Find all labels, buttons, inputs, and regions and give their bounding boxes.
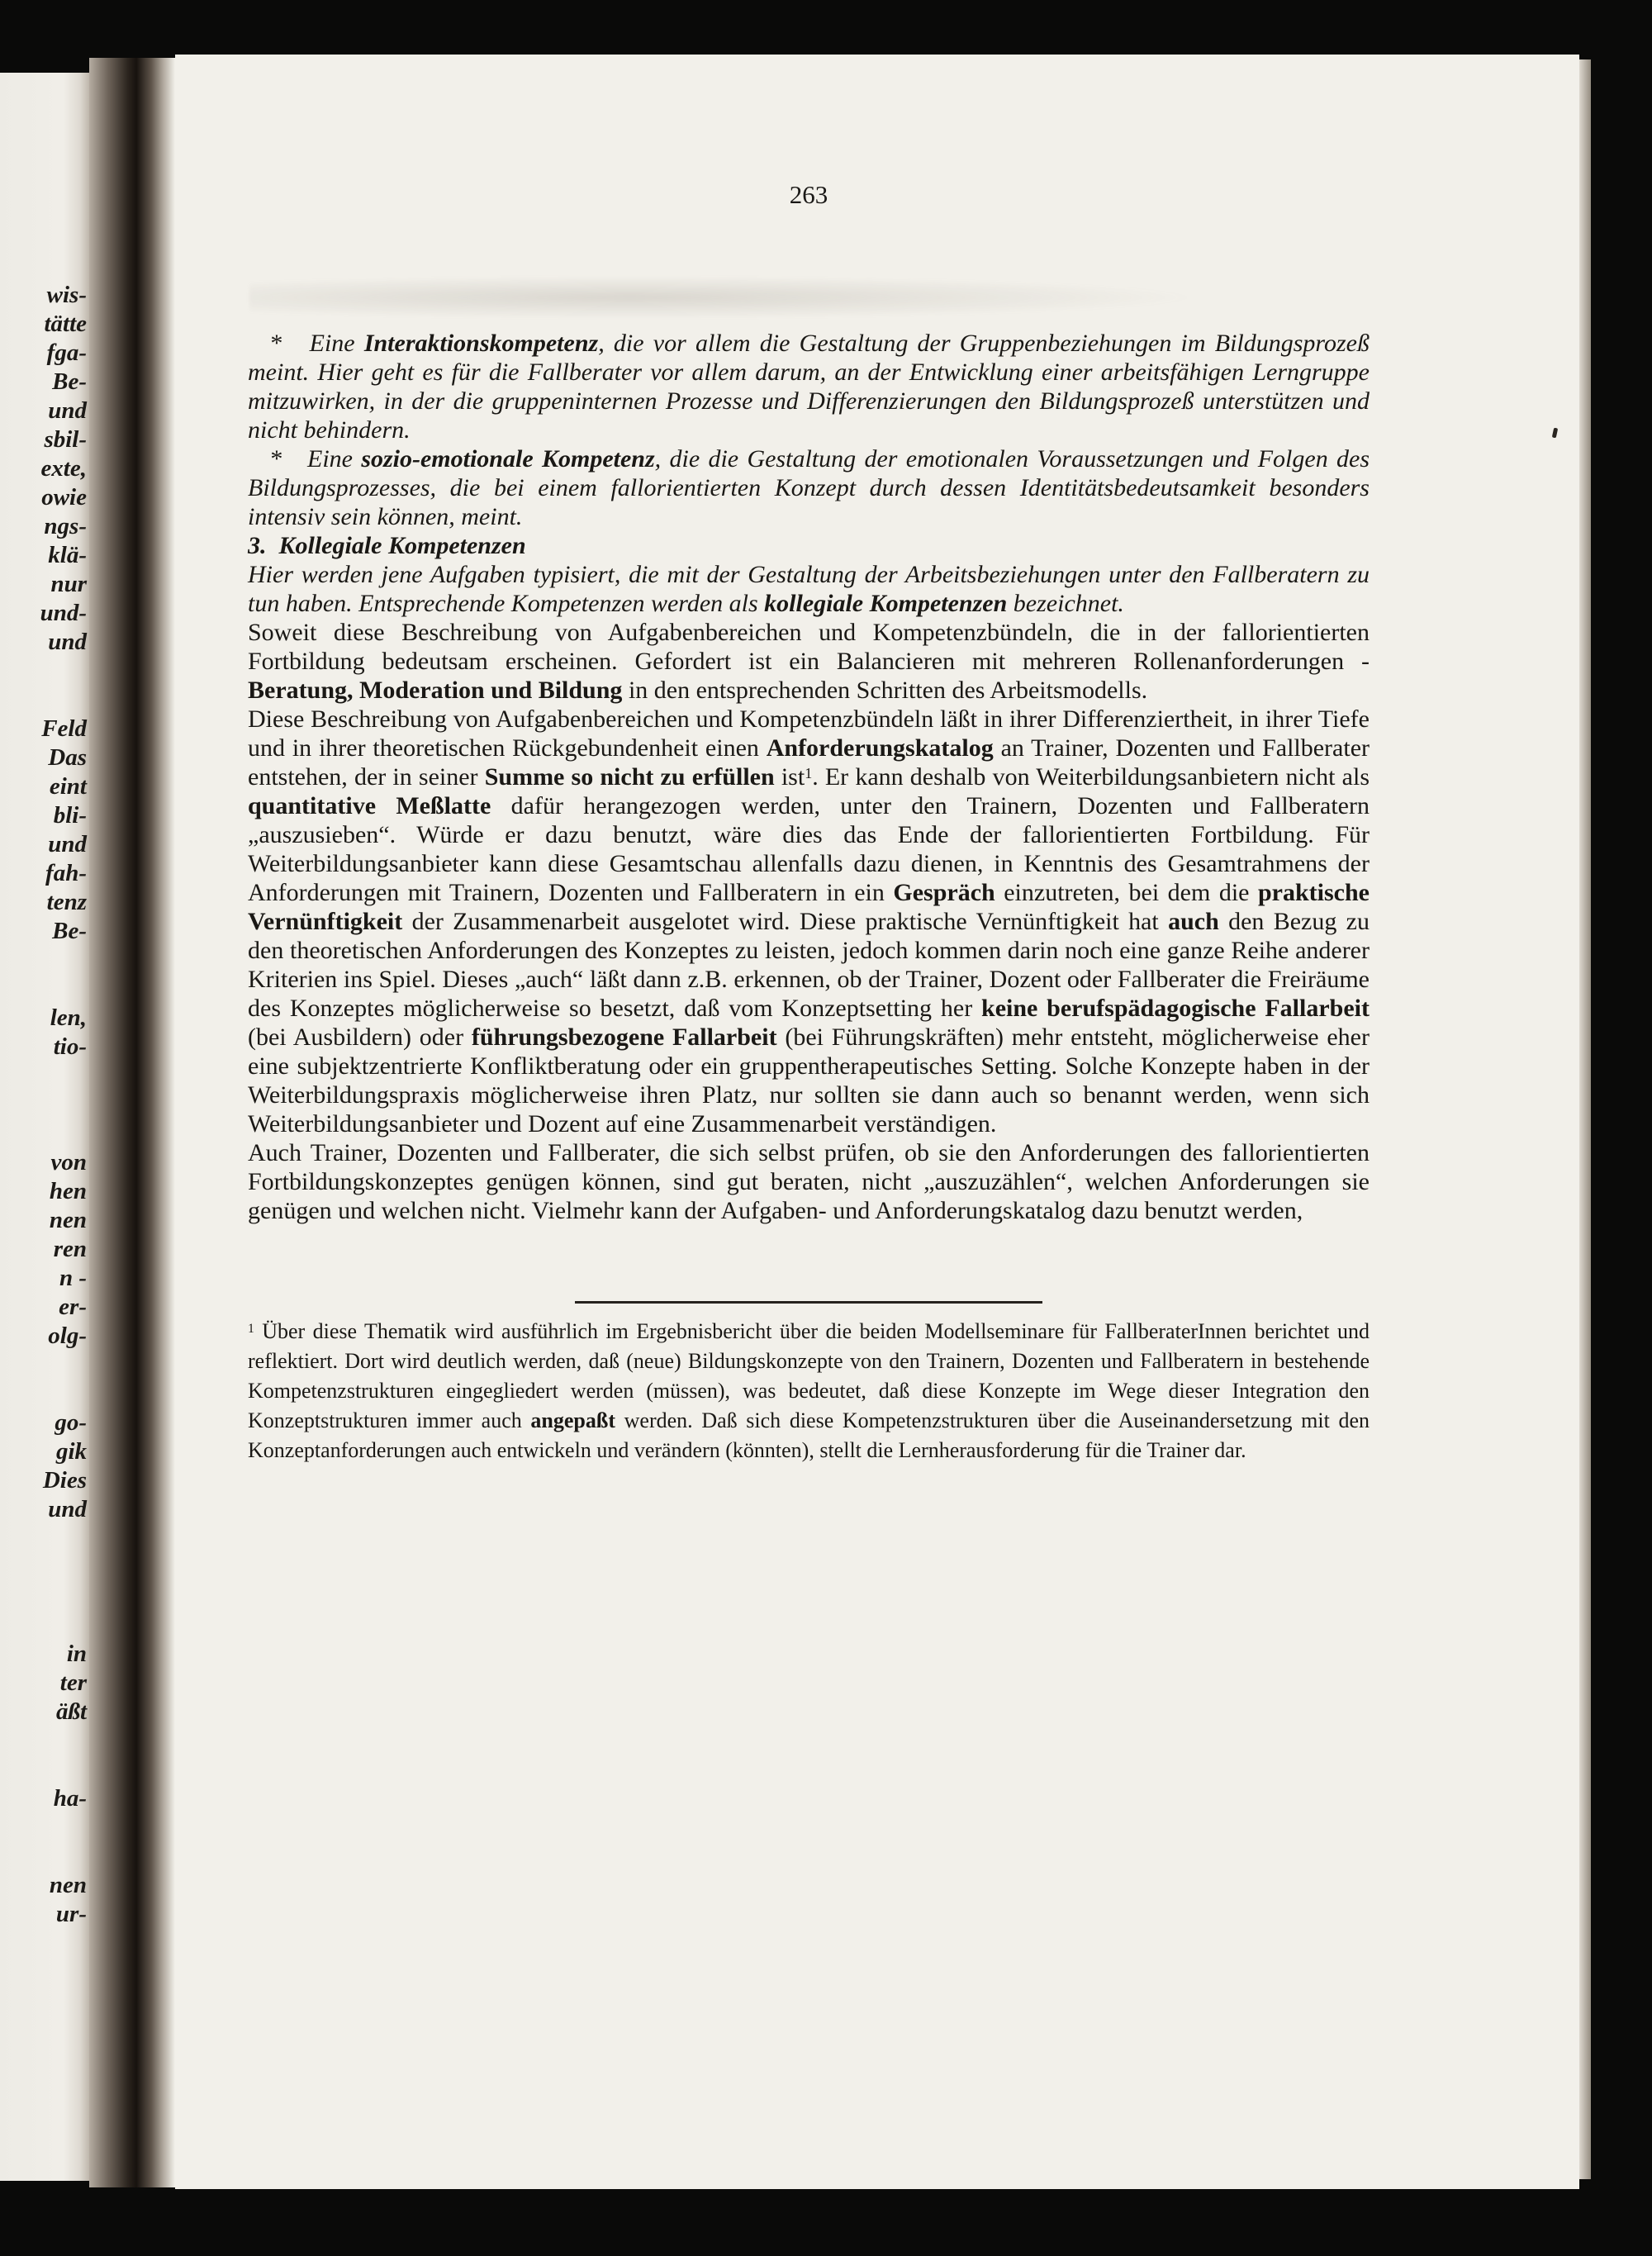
page-content (248, 329, 1370, 1465)
page-number: 263 (789, 180, 828, 209)
adjacent-page-text-fragments: wis- tätte fga- Be- und sbil- exte, owie ngs- klä- nur und- und Feld Das eint bli- und fah- tenz Be- len, tio- von hen nen ren n - er- olg- go- gik Dies und in ter äßt ha- nen ur- (40, 282, 87, 1927)
book-page (175, 55, 1579, 2189)
scan-artifact (1552, 428, 1558, 439)
page-edge-right (1579, 59, 1591, 2179)
paragraph-hier-werden: Hier werden jene Aufgaben typisiert, die mit der Gestaltung der Arbeitsbeziehungen unter den Fallberatern zu tun haben. Entsprechende Kompetenzen werden als kollegiale Kompetenzen bezeichnet. (248, 561, 1370, 617)
paragraph-soweit-diese: Soweit diese Beschreibung von Aufgabenbereichen und Kompetenzbündeln, die in der fallorientierten Fortbildung bedeutsam erscheinen. Gefordert ist ein Balancieren mit mehreren Rollenanforderungen - Beratung, Moderation und Bildung in den entsprechenden Schritten des Arbeitsmodells. (248, 619, 1370, 704)
paragraph-diese-beschreibung: Diese Beschreibung von Aufgabenbereichen und Kompetenzbündeln läßt in ihrer Differenziertheit, in ihrer Tiefe und in ihrer theoretischen Rückgebundenheit einen Anforderungskatalog an Trainer, Dozenten und Fallberater entstehen, der in seiner Summe so nicht zu erfüllen ist$^1$. Er kann deshalb von Weiterbildungsanbietern nicht als quantitative Meßlatte dafür herangezogen werden, unter den Trainern, Dozenten und Fallberatern „auszusieben“. Würde er dazu benutzt, wäre dies das Ende der fallorientierten Fortbildung. Für Weiterbildungsanbieter kann diese Gesamtschau allenfalls dazu dienen, in Kenntnis des Gesamtrahmens der Anforderungen mit Trainern, Dozenten und Fallberatern in ein Gespräch einzutreten, bei dem die praktische Vernünftigkeit der Zusammenarbeit ausgelotet wird. Diese praktische Vernünftigkeit hat auch den Bezug zu den theoretischen Anforderungen des Konzeptes zu leisten, jedoch kommen darin noch eine ganze Reihe anderer Kriterien ins Spiel. Dieses „auch“ läßt dann z.B. erkennen, ob der Trainer, Dozent oder Fallberater die Freiräume des Konzeptes möglicherweise so besetzt, daß vom Konzeptsetting her keine berufspädagogische Fallarbeit (bei Ausbildern) oder führungsbezogene Fallarbeit (bei Führungskräften) mehr entsteht, möglicherweise eher eine subjektzentrierte Konfliktberatung oder ein gruppentherapeutisches Setting. Solche Konzepte haben in der Weiterbildungspraxis möglicherweise ihren Platz, nur sollten sie dann auch so benannt werden, wenn sich Weiterbildungsanbieter und Dozent auf eine Zusammenarbeit verständigen. (248, 705, 1370, 1137)
paragraph-auch-trainer: Auch Trainer, Dozenten und Fallberater, die sich selbst prüfen, ob sie den Anforderungen des fallorientierten Fortbildungskonzeptes genügen können, sind gut beraten, nicht „auszuzählen“, welchen Anforderungen sie genügen und welchen nicht. Vielmehr kann der Aufgaben- und Anforderungskatalog dazu benutzt werden, (248, 1139, 1370, 1224)
paragraph-sozio-emotionale-kompetenz: * Eine sozio-emotionale Kompetenz, die die Gestaltung der emotionalen Voraussetzungen und Folgen des Bildungsprozesses, die bei einem fallorientierten Konzept durch dessen Identitätsbedeutsamkeit besonders intensiv sein können, meint. (248, 445, 1370, 530)
paragraph-interaktionskompetenz: * Eine Interaktionskompetenz, die vor allem die Gestaltung der Gruppenbeziehungen im Bildungsprozeß meint. Hier geht es für die Fallberater vor allem darum, an der Entwicklung einer arbeitsfähigen Lerngruppe mitzuwirken, in der die gruppeninternen Prozesse und Differenzierungen den Bildungsprozeß unterstützen und nicht behindern. (248, 330, 1370, 444)
scan-smudge (249, 276, 1199, 319)
adjacent-page-edge (0, 73, 91, 2181)
footnote-text: $^1$ Über diese Thematik wird ausführlich im Ergebnisbericht über die beiden Modellseminare für FallberaterInnen berichtet und reflektiert. Dort wird deutlich werden, daß (neue) Bildungskonzepte von den Trainern, Dozenten und Fallberatern in bestehende Kompetenzstrukturen eingegliedert werden (müssen), was bedeutet, daß diese Konzepte im Wege dieser Integration den Konzeptstrukturen immer auch angepaßt werden. Daß sich diese Kompetenzstrukturen über die Auseinandersetzung mit den Konzeptanforderungen auch entwickeln und verändern (könnten), stellt die Lernherausforderung für die Trainer dar. (248, 1319, 1370, 1462)
book-gutter-shadow (89, 58, 175, 2187)
footnote-rule (575, 1301, 1042, 1304)
section-heading-kollegiale-kompetenzen: 3. Kollegiale Kompetenzen (248, 532, 526, 559)
